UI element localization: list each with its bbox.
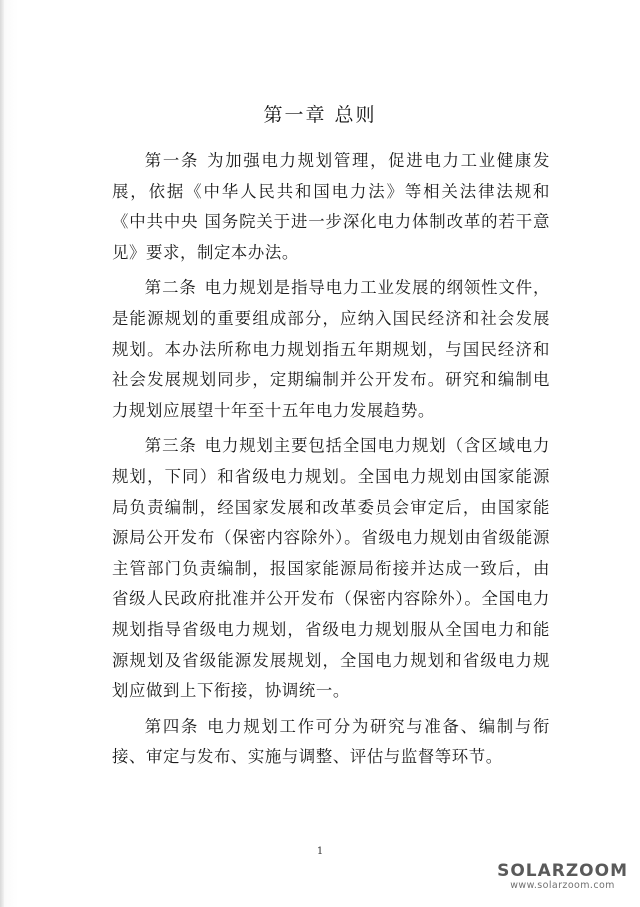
solarzoom-watermark [497,862,628,892]
watermark-url: www.solarzoom.com [510,880,615,891]
article-1-head: 第一条 [144,151,200,170]
solarzoom-logo-icon: SOLARZOOM [497,861,628,881]
scan-edge [0,0,4,907]
article-3-head: 第三条 [144,436,197,456]
article-1-text: 为加强电力规划管理，促进电力工业健康发展，依据《中华人民共和国电力法》等相关法律法规和《中共中央 国务院关于进一步深化电力体制改革的若干意见》要求，制定本办法。 [112,151,550,262]
article-2-head: 第二条 [144,278,197,298]
article-3-text: 电力规划主要包括全国电力规划（含区域电力规划，下同）和省级电力规划。全国电力规划由国家能源局负责编制，经国家发展和改革委员会审定后，由国家能源局公开发布（保密内容除外）。省级电力规划由省级能源主管部门负责编制，报国家能源局衔接并达成一致后，由省级人民政府批准并公开发布（保密内容除外）。全国电力规划指导省级电力规划，省级电力规划服从全国电力和能源规划及省级能源发展规划，全国电力规划和省级电力规划应做到上下衔接，协调统一。 [112,436,551,701]
article-4-text: 电力规划工作可分为研究与准备、编制与衔接、审定与发布、实施与调整、评估与监督等环节。 [112,716,550,767]
page-number: 1 [316,846,324,857]
article-1 [112,146,550,268]
article-4-head: 第四条 [144,716,200,736]
article-4 [112,712,550,773]
article-3 [112,431,550,706]
article-2-text: 电力规划是指导电力工业发展的纲领性文件，是能源规划的重要组成部分，应纳入国民经济和社会发展规划。本办法所称电力规划指五年期规划，与国民经济和社会发展规划同步，定期编制并公开发布。研究和编制电力规划应展望十年至十五年电力发展趋势。 [112,278,551,420]
document-body [112,146,550,778]
article-2 [112,273,550,426]
chapter-title: 第一章 总则 [263,104,377,126]
